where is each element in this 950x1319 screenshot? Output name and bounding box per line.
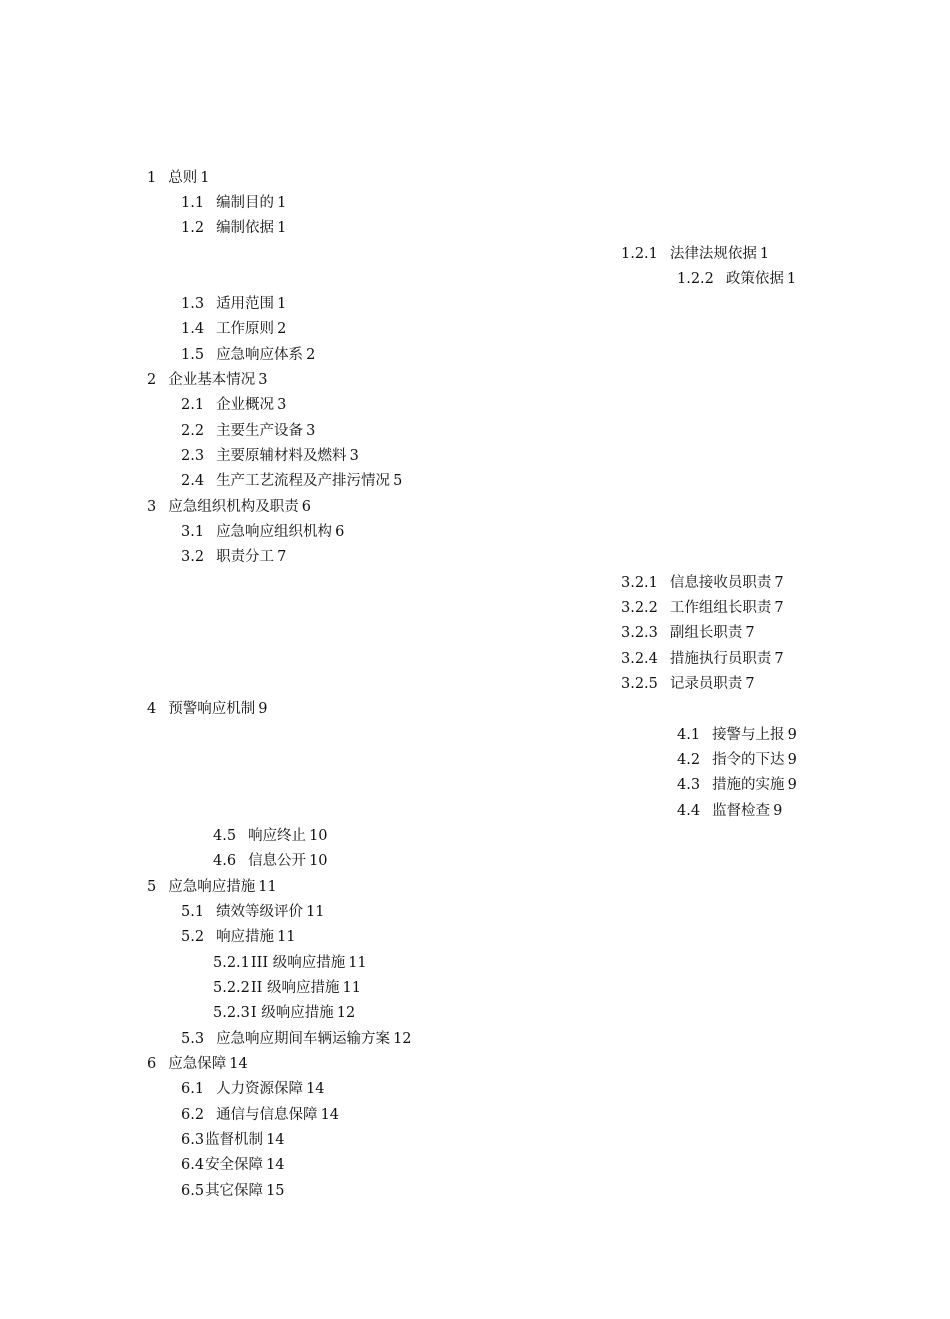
- toc-entry-page: 10: [309, 828, 328, 844]
- toc-entry-number: 4.2: [677, 752, 701, 768]
- toc-entry-page: 7: [774, 575, 784, 591]
- toc-entry-number: 1.2.1: [621, 246, 658, 262]
- toc-entry-number: 3.2: [181, 549, 205, 565]
- toc-entry-title: 企业概况: [216, 397, 275, 413]
- toc-entry-number: 5.2.3: [213, 1005, 250, 1021]
- toc-entry-title: 职责分工: [216, 549, 275, 565]
- toc-entry-number: 4.6: [213, 853, 237, 869]
- toc-entry-number: 2.2: [181, 423, 205, 439]
- toc-entry-title: 工作组组长职责: [669, 600, 772, 616]
- toc-entry[interactable]: [677, 751, 797, 769]
- toc-entry-title: 响应终止: [248, 828, 307, 844]
- toc-entry-page: 1: [759, 246, 770, 262]
- toc-entry-title: 编制依据: [216, 220, 275, 236]
- toc-entry-number: 6.4: [181, 1157, 205, 1173]
- toc-entry-title: 主要生产设备: [216, 423, 304, 439]
- toc-entry-page: 11: [348, 955, 367, 971]
- toc-entry-page: 9: [787, 777, 797, 793]
- toc-entry[interactable]: [147, 371, 267, 389]
- toc-entry-title: 指令的下达: [712, 752, 785, 768]
- toc-entry[interactable]: [677, 776, 797, 794]
- toc-entry-number: 6.2: [181, 1107, 205, 1123]
- toc-entry-page: 2: [306, 347, 316, 363]
- toc-entry-number: 1.3: [181, 296, 205, 312]
- toc-entry-title: 信息公开: [248, 853, 307, 869]
- toc-entry-title: 人力资源保障: [216, 1081, 304, 1097]
- toc-entry-number: 1.5: [181, 347, 205, 363]
- toc-entry[interactable]: [181, 346, 315, 364]
- toc-entry-title: 接警与上报: [712, 727, 785, 743]
- toc-entry[interactable]: [181, 1106, 339, 1124]
- toc-entry[interactable]: [621, 574, 784, 592]
- toc-entry-page: 1: [277, 296, 287, 312]
- toc-entry-number: 4: [147, 701, 157, 717]
- toc-entry-title: 监督机制: [205, 1132, 264, 1148]
- toc-entry[interactable]: [213, 954, 367, 972]
- toc-entry-page: 7: [774, 651, 784, 667]
- toc-entry[interactable]: [213, 1004, 355, 1022]
- toc-entry-title: 主要原辅材料及燃料: [216, 448, 347, 464]
- toc-entry[interactable]: [677, 270, 796, 288]
- toc-entry-number: 3.2.1: [621, 575, 658, 591]
- toc-entry-number: 5.1: [181, 904, 205, 920]
- toc-entry[interactable]: [181, 1156, 285, 1174]
- toc-entry-page: 7: [745, 625, 755, 641]
- toc-entry[interactable]: [181, 1182, 285, 1200]
- toc-entry-title: 生产工艺流程及产排污情况: [216, 473, 391, 489]
- toc-entry-page: 1: [786, 271, 797, 287]
- toc-entry-number: 5: [147, 879, 157, 895]
- toc-entry[interactable]: [181, 928, 296, 946]
- toc-entry-number: 4.4: [677, 803, 701, 819]
- toc-entry-number: 2: [147, 372, 157, 388]
- toc-entry[interactable]: [147, 1055, 248, 1073]
- toc-entry-page: 14: [266, 1157, 285, 1173]
- toc-entry-page: 7: [745, 676, 755, 692]
- toc-entry[interactable]: [181, 472, 402, 490]
- toc-entry-title: 监督检查: [712, 803, 771, 819]
- toc-entry-number: 3.2.4: [621, 651, 658, 667]
- toc-entry-title: 其它保障: [205, 1183, 264, 1199]
- toc-entry-title: 安全保障: [205, 1157, 264, 1173]
- toc-entry-title: 应急响应组织机构: [216, 524, 333, 540]
- toc-entry-title: 企业基本情况: [168, 372, 256, 388]
- toc-entry-title: 应急保障: [168, 1056, 227, 1072]
- toc-entry-page: 1: [277, 220, 287, 236]
- toc-entry-title: 总则: [168, 170, 198, 186]
- toc-entry[interactable]: [621, 599, 784, 617]
- toc-entry[interactable]: [181, 219, 286, 237]
- toc-entry-number: 1.2: [181, 220, 205, 236]
- toc-entry[interactable]: [147, 878, 277, 896]
- toc-entry[interactable]: [181, 548, 286, 566]
- toc-entry[interactable]: [147, 169, 209, 187]
- toc-entry-page: 6: [301, 499, 311, 515]
- toc-entry-number: 1.2.2: [677, 271, 714, 287]
- toc-entry-title: 应急响应体系: [216, 347, 304, 363]
- toc-entry-number: 6.5: [181, 1183, 205, 1199]
- toc-entry-page: 6: [335, 524, 345, 540]
- toc-entry[interactable]: [181, 396, 286, 414]
- toc-entry-page: 14: [306, 1081, 325, 1097]
- toc-entry-number: 1.1: [181, 195, 205, 211]
- toc-entry-title: 应急组织机构及职责: [168, 499, 299, 515]
- toc-entry-page: 14: [266, 1132, 285, 1148]
- toc-entry-title: 应急响应期间车辆运输方案: [216, 1031, 391, 1047]
- toc-entry-page: 3: [277, 397, 287, 413]
- toc-entry-page: 3: [349, 448, 359, 464]
- toc-entry-title: 信息接收员职责: [669, 575, 772, 591]
- toc-entry-number: 3.1: [181, 524, 205, 540]
- toc-entry-number: 4.5: [213, 828, 237, 844]
- toc-entry-number: 1: [147, 170, 157, 186]
- toc-entry-title: 绩效等级评价: [216, 904, 304, 920]
- toc-entry-title: 副组长职责: [669, 625, 743, 641]
- toc-entry[interactable]: [677, 802, 782, 820]
- toc-entry-page: 12: [393, 1031, 412, 1047]
- toc-entry-number: 6.3: [181, 1132, 205, 1148]
- toc-entry-number: 6.1: [181, 1081, 205, 1097]
- toc-entry-page: 15: [266, 1183, 285, 1199]
- toc-entry[interactable]: [181, 1030, 412, 1048]
- toc-entry-number: 4.1: [677, 727, 701, 743]
- toc-entry-title: I 级响应措施: [250, 1005, 334, 1021]
- toc-entry-page: 12: [336, 1005, 356, 1021]
- toc-entry-page: 14: [229, 1056, 248, 1072]
- toc-entry[interactable]: [147, 700, 267, 718]
- toc-entry-title: 应急响应措施: [168, 879, 256, 895]
- toc-entry[interactable]: [181, 320, 286, 338]
- toc-entry-title: 适用范围: [216, 296, 275, 312]
- toc-entry[interactable]: [621, 650, 784, 668]
- toc-entry-number: 5.3: [181, 1031, 205, 1047]
- toc-entry-number: 5.2: [181, 929, 205, 945]
- toc-entry[interactable]: [621, 245, 769, 263]
- toc-entry[interactable]: [181, 1080, 325, 1098]
- toc-entry[interactable]: [181, 523, 344, 541]
- toc-entry-page: 3: [306, 423, 316, 439]
- toc-entry-title: 响应措施: [216, 929, 275, 945]
- toc-entry-page: 7: [277, 549, 287, 565]
- toc-entry-number: 3.2.2: [621, 600, 658, 616]
- toc-entry-title: 通信与信息保障: [216, 1107, 318, 1123]
- toc-entry-page: 3: [258, 372, 268, 388]
- toc-entry[interactable]: [181, 903, 325, 921]
- toc-entry-number: 3.2.5: [621, 676, 658, 692]
- toc-entry-number: 4.3: [677, 777, 701, 793]
- toc-entry-title: 法律法规依据: [669, 246, 757, 262]
- toc-entry[interactable]: [213, 852, 328, 870]
- toc-entry-title: 工作原则: [216, 321, 275, 337]
- toc-entry-title: 措施的实施: [712, 777, 785, 793]
- toc-entry[interactable]: [213, 979, 361, 997]
- toc-entry[interactable]: [181, 295, 286, 313]
- toc-entry[interactable]: [181, 422, 315, 440]
- toc-entry-title: III 级响应措施: [250, 955, 346, 971]
- toc-entry-page: 9: [787, 727, 797, 743]
- toc-entry-page: 11: [342, 980, 361, 996]
- toc-entry[interactable]: [621, 675, 755, 693]
- toc-entry-number: 3: [147, 499, 157, 515]
- toc-entry-page: 11: [306, 904, 325, 920]
- toc-entry-title: 编制目的: [216, 195, 275, 211]
- toc-entry-page: 2: [277, 321, 287, 337]
- toc-entry-page: 11: [277, 929, 296, 945]
- toc-entry-number: 2.4: [181, 473, 205, 489]
- toc-entry-title: 措施执行员职责: [669, 651, 772, 667]
- toc-entry[interactable]: [621, 624, 755, 642]
- toc-entry-page: 1: [277, 195, 287, 211]
- toc-entry[interactable]: [147, 498, 311, 516]
- toc-entry-page: 9: [773, 803, 783, 819]
- toc-entry[interactable]: [181, 447, 359, 465]
- toc-entry-page: 5: [393, 473, 403, 489]
- toc-entry-title: 记录员职责: [669, 676, 743, 692]
- toc-entry-number: 5.2.1: [213, 955, 250, 971]
- toc-entry-title: II 级响应措施: [250, 980, 340, 996]
- toc-entry-page: 7: [774, 600, 784, 616]
- toc-entry-number: 5.2.2: [213, 980, 250, 996]
- toc-entry-number: 2.3: [181, 448, 205, 464]
- toc-entry[interactable]: [181, 1131, 285, 1149]
- toc-entry-number: 6: [147, 1056, 157, 1072]
- toc-entry-number: 2.1: [181, 397, 205, 413]
- toc-entry-page: 14: [320, 1107, 340, 1123]
- toc-entry[interactable]: [213, 827, 328, 845]
- toc-entry-page: 1: [200, 170, 210, 186]
- toc-entry-number: 1.4: [181, 321, 205, 337]
- toc-entry-number: 3.2.3: [621, 625, 658, 641]
- toc-entry-page: 9: [258, 701, 268, 717]
- toc-entry-page: 11: [258, 879, 277, 895]
- toc-entry-title: 预警响应机制: [168, 701, 256, 717]
- toc-entry[interactable]: [181, 194, 286, 212]
- toc-entry[interactable]: [677, 726, 797, 744]
- toc-entry-page: 9: [787, 752, 797, 768]
- toc-entry-title: 政策依据: [725, 271, 784, 287]
- toc-entry-page: 10: [309, 853, 328, 869]
